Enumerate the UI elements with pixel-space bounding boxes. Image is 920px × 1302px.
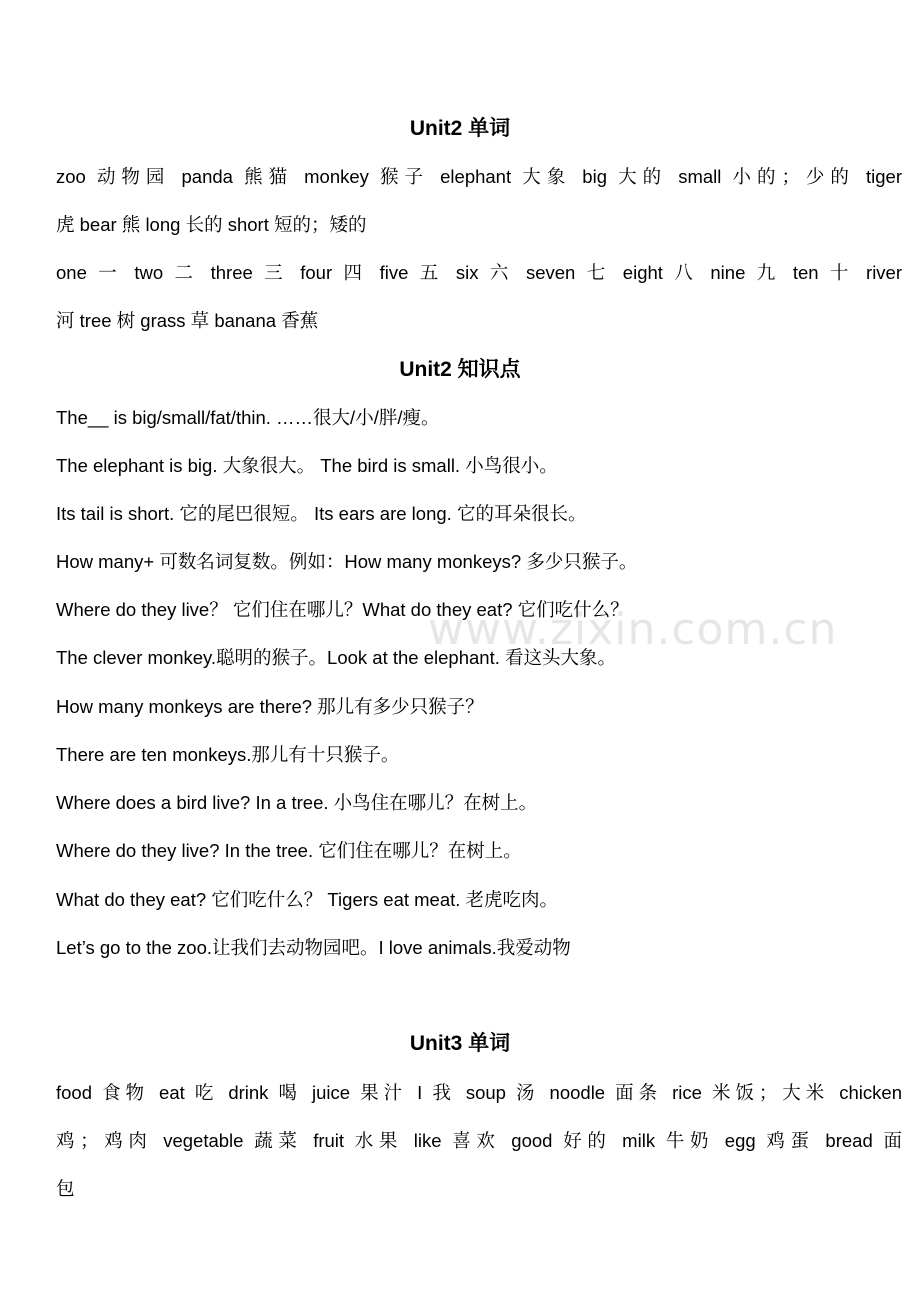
unit2-vocab-heading: Unit2 单词 [409,117,511,140]
sentence-line: How many monkeys are there? 那儿有多少只猴子？ [56,696,484,717]
vocab-line: 包 [56,1178,75,1199]
vocab-line: zoo 动物园 panda 熊猫 monkey 猴子 elephant 大象 big 大的 small 小的；少的 tiger [56,166,902,187]
sentence-line: Where do they live？ 它们住在哪儿？What do they eat? 它们吃什么？ [56,599,629,620]
sentence-line: Where do they live? In the tree. 它们住在哪儿？在树上。 [56,840,522,861]
sentence-line: How many+ 可数名词复数。例如：How many monkeys? 多少只猴子。 [56,551,638,572]
sentence-line: The clever monkey.聪明的猴子。Look at the elephant. 看这头大象。 [56,647,616,668]
vocab-line: 河 tree 树 grass 草 banana 香蕉 [56,310,319,331]
sentence-line: The__ is big/small/fat/thin. ……很大/小/胖/瘦。 [56,407,440,428]
sentence-line: What do they eat? 它们吃什么？ Tigers eat meat. 老虎吃肉。 [56,889,559,910]
sentence-line: There are ten monkeys.那儿有十只猴子。 [56,744,400,765]
unit2-points-heading: Unit2 知识点 [399,358,521,381]
watermark: www.zixin.com.cn [428,604,838,655]
vocab-line: one 一 two 二 three 三 four 四 five 五 six 六 seven 七 eight 八 nine 九 ten 十 river [56,262,902,283]
sentence-line: Its tail is short. 它的尾巴很短。 Its ears are long. 它的耳朵很长。 [56,503,587,524]
unit3-vocab-heading: Unit3 单词 [409,1032,511,1055]
sentence-line: The elephant is big. 大象很大。 The bird is small. 小鸟很小。 [56,455,558,476]
vocab-line: food 食物 eat 吃 drink 喝 juice 果汁 I 我 soup 汤 noodle 面条 rice 米饭；大米 chicken [56,1082,902,1103]
vocab-line: 虎 bear 熊 long 长的 short 短的；矮的 [56,214,367,235]
vocab-line: 鸡；鸡肉 vegetable 蔬菜 fruit 水果 like 喜欢 good 好的 milk 牛奶 egg 鸡蛋 bread 面 [56,1130,902,1151]
sentence-line: Where does a bird live? In a tree. 小鸟住在哪儿？在树上。 [56,792,538,813]
sentence-line: Let’s go to the zoo.让我们去动物园吧。I love animals.我爱动物 [56,937,571,958]
